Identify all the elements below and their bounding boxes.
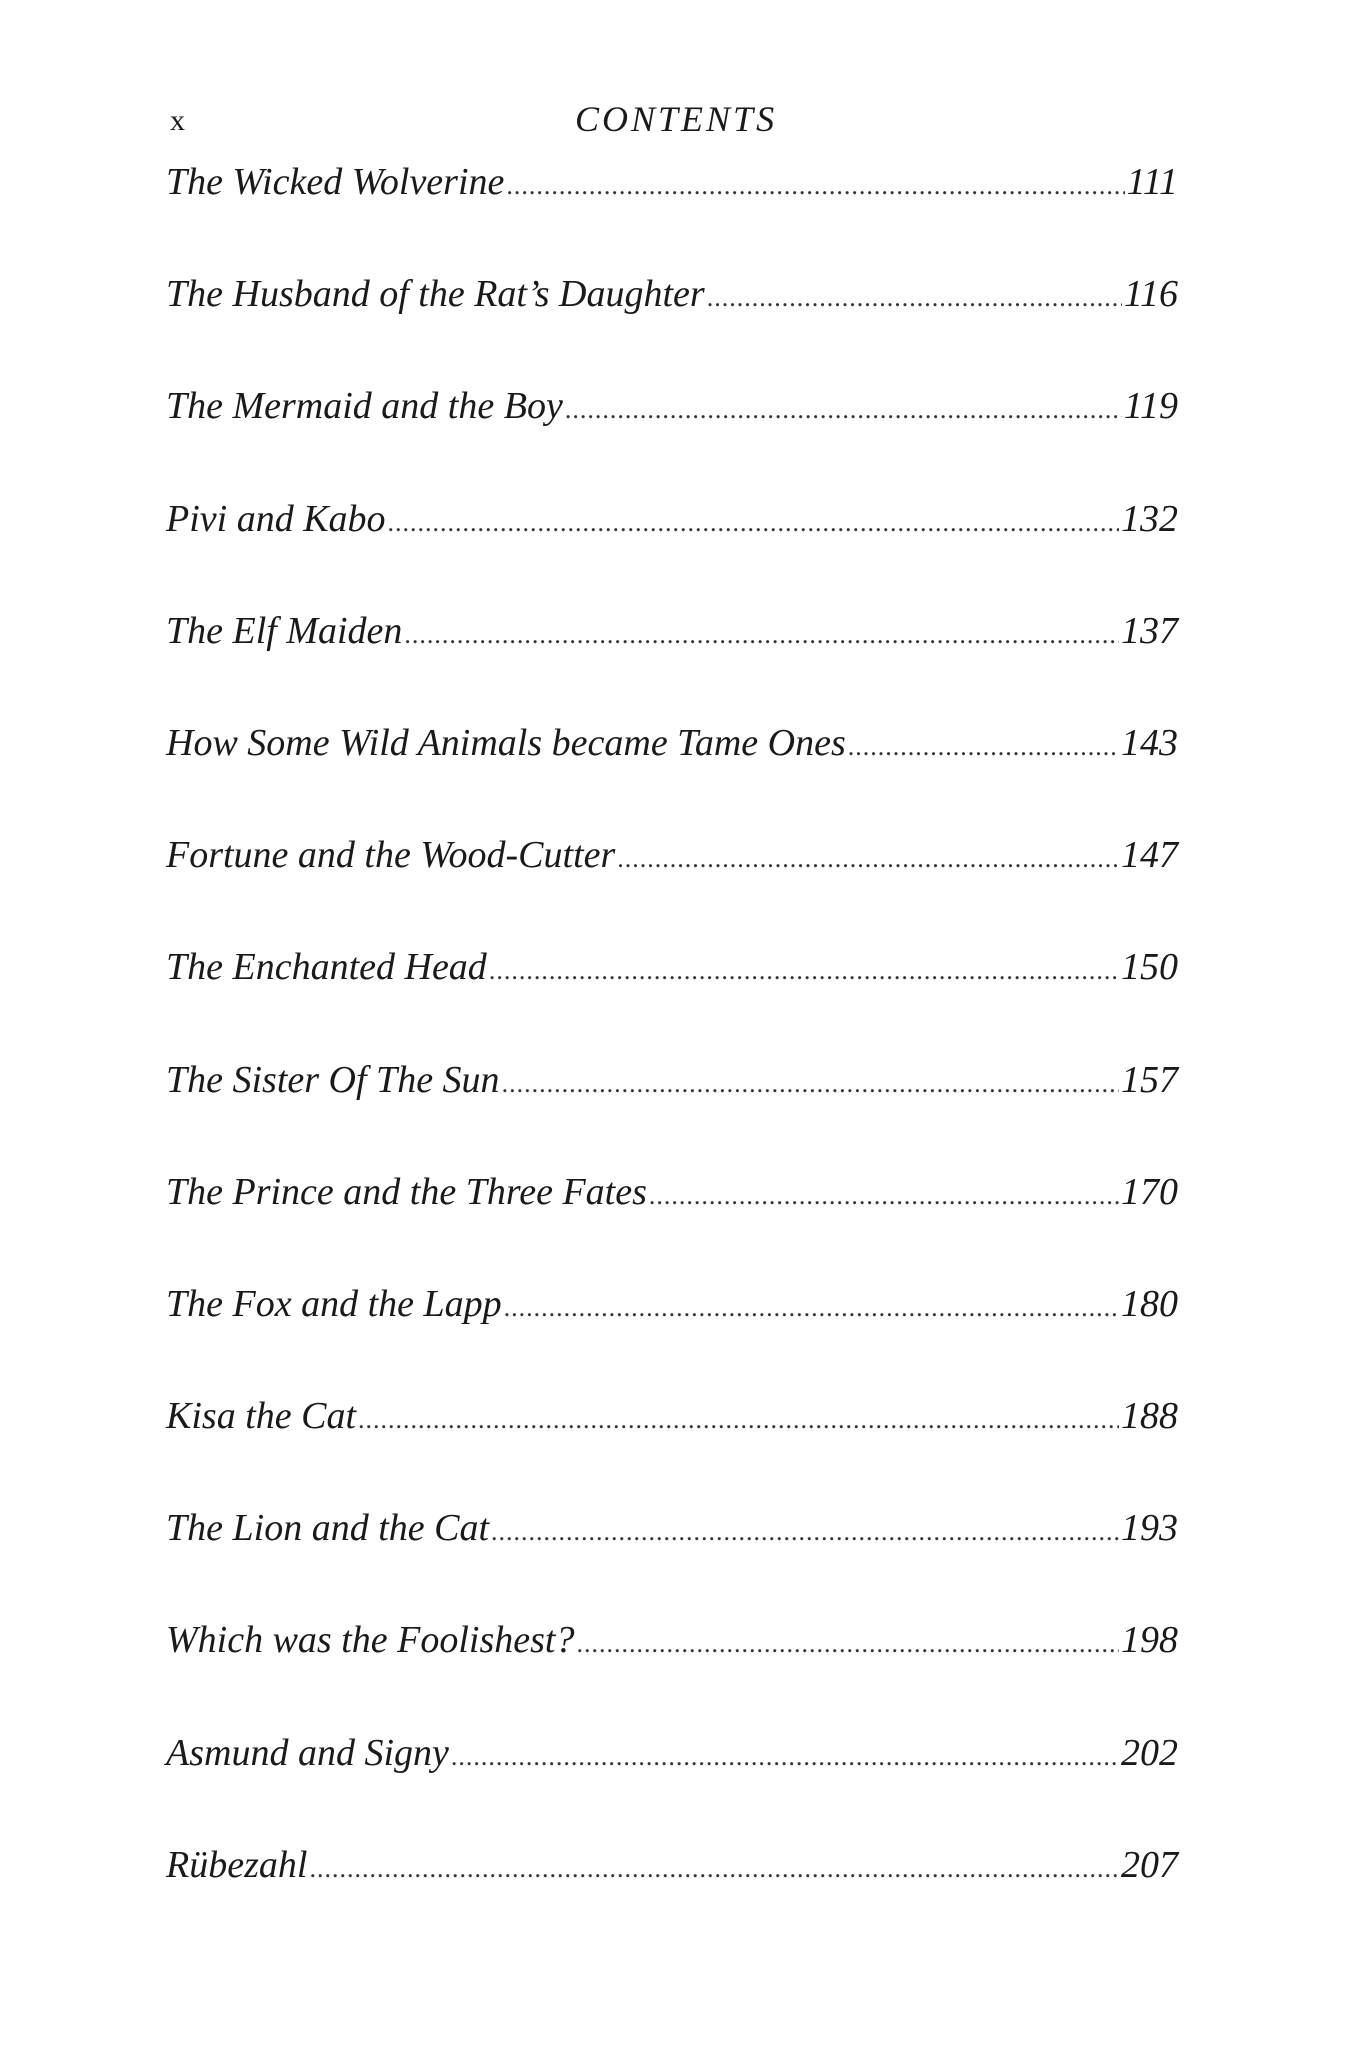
dot-leader xyxy=(848,732,1119,762)
toc-entry-title: The Elf Maiden xyxy=(166,609,403,652)
toc-entry-title: Rübezahl xyxy=(166,1843,308,1886)
toc-entry-page: 157 xyxy=(1121,1058,1178,1101)
toc-entry-title: The Husband of the Rat’s Daughter xyxy=(166,273,705,316)
dot-leader xyxy=(565,395,1122,425)
toc-entry-page: 202 xyxy=(1121,1731,1178,1774)
toc-entry[interactable] xyxy=(166,1394,1178,1506)
toc-entry[interactable] xyxy=(166,160,1178,272)
toc-entry-title: The Lion and the Cat xyxy=(166,1507,490,1550)
toc-entry-page: 198 xyxy=(1121,1619,1178,1662)
toc-entry-title: The Fox and the Lapp xyxy=(166,1282,502,1325)
toc-entry-page: 116 xyxy=(1123,273,1178,316)
running-head: CONTENTS xyxy=(575,99,778,139)
dot-leader xyxy=(489,956,1119,986)
toc-entry[interactable] xyxy=(166,1618,1178,1730)
toc-entry-title: Asmund and Signy xyxy=(166,1731,449,1774)
toc-entry-title: Fortune and the Wood-Cutter xyxy=(166,834,616,877)
page-header xyxy=(170,96,1170,146)
toc-entry[interactable] xyxy=(166,384,1178,496)
dot-leader xyxy=(649,1181,1119,1211)
toc-entry[interactable] xyxy=(166,1170,1178,1282)
toc-entry[interactable] xyxy=(166,945,1178,1057)
toc-entry-page: 143 xyxy=(1121,721,1178,764)
toc-entry[interactable] xyxy=(166,1506,1178,1618)
toc-entry[interactable] xyxy=(166,609,1178,721)
dot-leader xyxy=(707,283,1122,313)
toc-entry[interactable] xyxy=(166,1843,1178,1955)
toc-entry-page: 132 xyxy=(1121,497,1178,540)
toc-entry-title: Kisa the Cat xyxy=(166,1395,357,1438)
toc-entry-page: 137 xyxy=(1121,609,1178,652)
page-number: x xyxy=(170,104,186,137)
dot-leader xyxy=(576,1629,1119,1659)
dot-leader xyxy=(617,844,1119,874)
dot-leader xyxy=(358,1405,1119,1435)
toc-entry-title: The Prince and the Three Fates xyxy=(166,1170,647,1213)
dot-leader xyxy=(451,1742,1119,1772)
toc-entry-page: 147 xyxy=(1121,834,1178,877)
toc-entry-page: 111 xyxy=(1126,161,1178,203)
toc-entry[interactable] xyxy=(166,1058,1178,1170)
toc-entry[interactable] xyxy=(166,1282,1178,1394)
toc-entry-title: The Enchanted Head xyxy=(166,946,487,989)
toc-entry-title: Which was the Foolishest? xyxy=(166,1619,575,1662)
table-of-contents xyxy=(166,160,1178,1955)
toc-entry-title: Pivi and Kabo xyxy=(166,497,386,540)
toc-entry-title: The Sister Of The Sun xyxy=(166,1058,500,1101)
dot-leader xyxy=(404,620,1119,650)
dot-leader xyxy=(506,171,1124,201)
toc-entry[interactable] xyxy=(166,1731,1178,1843)
toc-entry-page: 150 xyxy=(1121,946,1178,989)
dot-leader xyxy=(309,1854,1119,1884)
toc-entry-title: The Mermaid and the Boy xyxy=(166,385,563,428)
toc-entry[interactable] xyxy=(166,833,1178,945)
toc-entry-page: 119 xyxy=(1123,385,1178,428)
toc-entry-title: How Some Wild Animals became Tame Ones xyxy=(166,721,846,764)
toc-entry-page: 180 xyxy=(1121,1282,1178,1325)
toc-entry-page: 170 xyxy=(1121,1170,1178,1213)
dot-leader xyxy=(504,1293,1119,1323)
toc-entry[interactable] xyxy=(166,272,1178,384)
dot-leader xyxy=(388,508,1119,538)
toc-entry-page: 193 xyxy=(1121,1507,1178,1550)
dot-leader xyxy=(491,1517,1119,1547)
toc-entry[interactable] xyxy=(166,721,1178,833)
toc-entry-title: The Wicked Wolverine xyxy=(166,161,505,203)
toc-entry-page: 188 xyxy=(1121,1395,1178,1438)
toc-entry[interactable] xyxy=(166,497,1178,609)
toc-entry-page: 207 xyxy=(1121,1843,1178,1886)
dot-leader xyxy=(502,1069,1119,1099)
